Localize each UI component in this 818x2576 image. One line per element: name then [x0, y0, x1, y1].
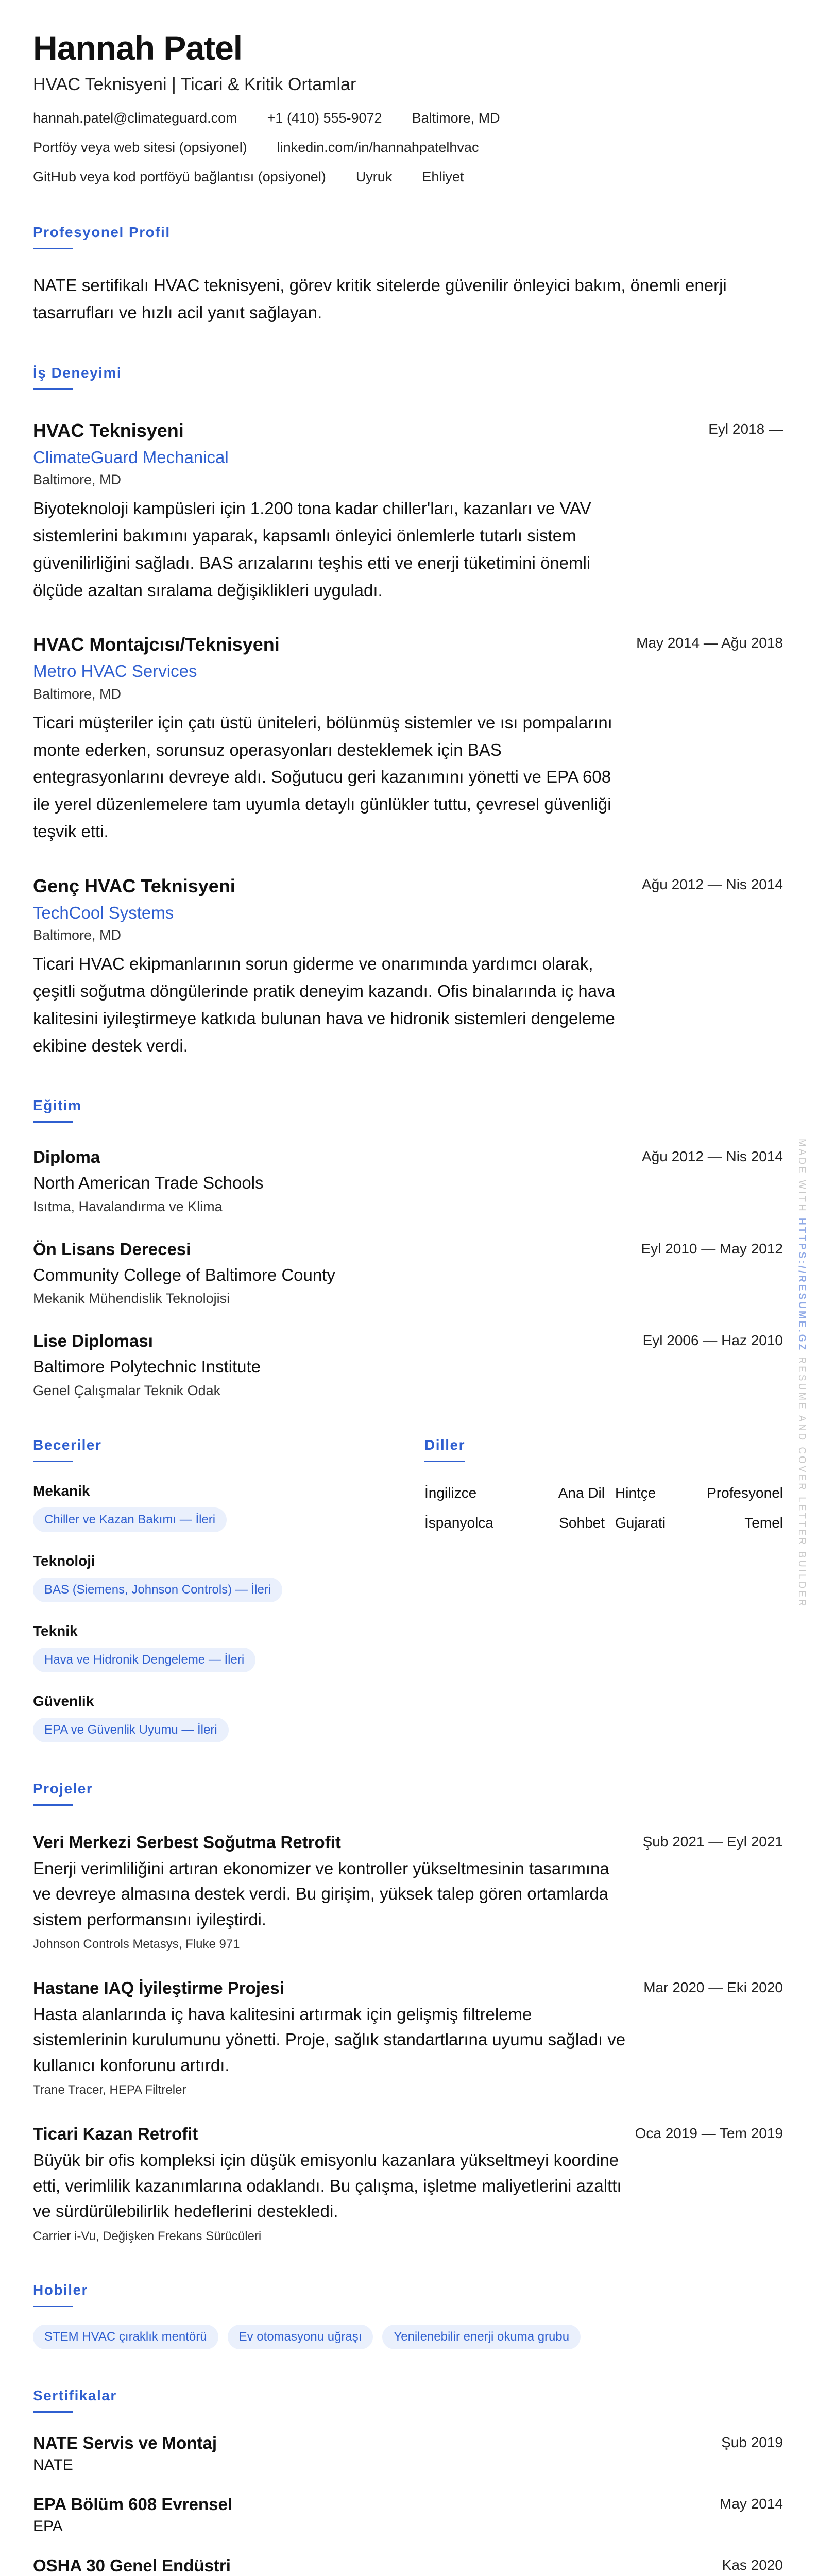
- certification-title: EPA Bölüm 608 Evrensel: [33, 2494, 232, 2514]
- section-divider: [33, 1461, 73, 1462]
- projects-section: [33, 1781, 783, 2244]
- job-title: HVAC Teknisyeni: [33, 419, 184, 441]
- education-entry: [33, 1330, 783, 1398]
- section-title-certifications: Sertifikalar: [33, 2387, 117, 2403]
- nationality-text: Uyruk: [355, 169, 393, 185]
- field-of-study: Genel Çalışmalar Teknik Odak: [33, 1382, 221, 1398]
- experience-section: [33, 365, 783, 1059]
- experience-entry: [33, 419, 783, 604]
- job-description: Ticari müşteriler için çatı üstü üniteleri, bölünmüş sistemler ve ısı pompalarını monte ederken, sorunsuz operasyonları desteklemek için BAS entegrasyonlarını devreye aldı. Soğutucu geri kazanımını yönetti ve EPA 608 ile yerel düzenlemelere tam uyumla detaylı günlükler tuttu, çevresel güvenliği teşvik etti.: [33, 713, 612, 841]
- project-title: Veri Merkezi Serbest Soğutma Retrofit: [33, 1832, 341, 1852]
- school-name: Baltimore Polytechnic Institute: [33, 1357, 261, 1377]
- skill-group: [33, 1693, 424, 1742]
- contact-row-1: [33, 109, 783, 127]
- section-divider: [33, 2306, 73, 2307]
- project-tools: Trane Tracer, HEPA Filtreler: [33, 2083, 186, 2097]
- education-dates: Eyl 2010 — May 2012: [641, 1240, 783, 1257]
- section-title-education: Eğitim: [33, 1097, 82, 1114]
- project-description: Büyük bir ofis kompleksi için düşük emisyonlu kazanlara yükseltmeyi koordine etti, verimlilik kazanımlarına odaklandı. Bu çalışma, işletme maliyetlerini azalttı ve sürdürülebilirlik hedeflerini destekledi.: [33, 2150, 622, 2221]
- project-title: Ticari Kazan Retrofit: [33, 2124, 198, 2144]
- skill-chip: Hava ve Hidronik Dengeleme — İleri: [33, 1648, 255, 1672]
- education-section: [33, 1097, 783, 1398]
- certification-date: Kas 2020: [722, 2556, 783, 2573]
- section-divider: [33, 1121, 73, 1123]
- field-of-study: Isıtma, Havalandırma ve Klima: [33, 1198, 223, 1214]
- skill-category: Mekanik: [33, 1482, 90, 1499]
- company-name: TechCool Systems: [33, 903, 174, 922]
- degree-title: Diploma: [33, 1147, 100, 1167]
- section-title-projects: Projeler: [33, 1780, 93, 1797]
- education-dates: Eyl 2006 — Haz 2010: [642, 1332, 783, 1349]
- skill-chip: Chiller ve Kazan Bakımı — İleri: [33, 1507, 227, 1532]
- skill-group: [33, 1483, 424, 1532]
- watermark-link[interactable]: HTTPS://RESUME.GZ: [796, 1218, 807, 1352]
- skills-languages-row: [33, 1437, 783, 1742]
- watermark-suffix: RESUME AND COVER LETTER BUILDER: [796, 1357, 807, 1608]
- degree-title: Lise Diploması: [33, 1331, 153, 1351]
- job-title: Genç HVAC Teknisyeni: [33, 875, 235, 896]
- profile-summary: NATE sertifikalı HVAC teknisyeni, görev kritik sitelerde güvenilir önleyici bakım, önemli enerji tasarrufları ve hızlı acil yanıt sağlayan.: [33, 276, 727, 323]
- job-location: Baltimore, MD: [33, 927, 122, 943]
- certification-date: May 2014: [720, 2495, 783, 2512]
- certification-date: Şub 2019: [721, 2434, 783, 2450]
- section-divider: [424, 1461, 465, 1462]
- project-tools: Johnson Controls Metasys, Fluke 971: [33, 1937, 240, 1952]
- education-entry: [33, 1146, 783, 1214]
- job-dates: Eyl 2018 —: [708, 420, 783, 437]
- certification-entry: [33, 2432, 783, 2474]
- skill-category: Teknoloji: [33, 1552, 95, 1569]
- hobby-chip: Yenilenebilir enerji okuma grubu: [382, 2325, 581, 2349]
- school-name: Community College of Baltimore County: [33, 1265, 335, 1284]
- skills-section: [33, 1437, 424, 1742]
- certification-entry: [33, 2494, 783, 2535]
- project-entry: [33, 2123, 783, 2243]
- job-dates: Ağu 2012 — Nis 2014: [642, 876, 783, 892]
- experience-entry: [33, 874, 783, 1060]
- skill-group: [33, 1553, 424, 1602]
- language-level: Ana Dil: [558, 1484, 605, 1501]
- project-tools: Carrier i-Vu, Değişken Frekans Sürücüleri: [33, 2229, 262, 2243]
- contact-row-2: [33, 139, 783, 157]
- job-title: HVAC Montajcısı/Teknisyeni: [33, 634, 280, 655]
- license-text: Ehliyet: [422, 169, 464, 185]
- project-dates: Şub 2021 — Eyl 2021: [642, 1833, 783, 1850]
- project-dates: Oca 2019 — Tem 2019: [635, 2125, 783, 2142]
- section-title-hobbies: Hobiler: [33, 2281, 88, 2298]
- section-title-profile: Profesyonel Profil: [33, 224, 171, 241]
- school-name: North American Trade Schools: [33, 1173, 264, 1193]
- section-divider: [33, 248, 73, 249]
- location-text: Baltimore, MD: [412, 110, 500, 126]
- github-link[interactable]: GitHub veya kod portföyü bağlantısı (opsiyonel): [33, 169, 326, 185]
- section-divider: [33, 2411, 73, 2413]
- headline: HVAC Teknisyeni | Ticari & Kritik Ortamlar: [33, 74, 356, 94]
- languages-table: [424, 1485, 783, 1531]
- language-level: Temel: [744, 1514, 783, 1531]
- job-location: Baltimore, MD: [33, 472, 122, 488]
- skill-chip: EPA ve Güvenlik Uyumu — İleri: [33, 1718, 229, 1742]
- job-description: Ticari HVAC ekipmanlarının sorun giderme ve onarımında yardımcı olarak, çeşitli soğutma döngülerinde pratik deneyim kazandı. Ofis binalarında iç hava kalitesini iyileştirmeye katkıda bulunan hava ve hidronik sistemleri dengeleme ekibine destek verdi.: [33, 954, 615, 1055]
- certification-title: NATE Servis ve Montaj: [33, 2433, 217, 2452]
- certification-issuer: EPA: [33, 2517, 63, 2535]
- language-level: Profesyonel: [707, 1484, 783, 1501]
- project-description: Hasta alanlarında iç hava kalitesini artırmak için gelişmiş filtreleme sistemlerinin kurulumunu yönetti. Proje, sağlık standartlarına uyumu sağladı ve kullanıcı konforunu artırdı.: [33, 2004, 626, 2075]
- hobby-list: [33, 2325, 783, 2349]
- language-name: İngilizce: [424, 1484, 477, 1501]
- section-title-experience: İş Deneyimi: [33, 364, 122, 381]
- portfolio-link[interactable]: Portföy veya web sitesi (opsiyonel): [33, 140, 247, 156]
- hobbies-section: [33, 2282, 783, 2349]
- language-name: Hintçe: [615, 1484, 656, 1501]
- languages-section: [424, 1437, 783, 1742]
- hobby-chip: Ev otomasyonu uğraşı: [228, 2325, 373, 2349]
- watermark-prefix: MADE WITH: [796, 1139, 807, 1213]
- project-description: Enerji verimliliğini artıran ekonomizer ve kontroller yükseltmesinin tasarımına ve devreye almasına destek verdi. Bu girişim, yüksek talep gören ortamlarda sistem performansını iyileştirdi.: [33, 1858, 609, 1929]
- phone-number[interactable]: +1 (410) 555-9072: [267, 110, 382, 126]
- education-dates: Ağu 2012 — Nis 2014: [642, 1148, 783, 1165]
- project-title: Hastane IAQ İyileştirme Projesi: [33, 1978, 284, 1998]
- language-name: Gujarati: [615, 1514, 666, 1531]
- builder-watermark: [796, 1139, 807, 1608]
- skill-category: Güvenlik: [33, 1692, 94, 1709]
- section-title-languages: Diller: [424, 1436, 466, 1453]
- skill-chip: BAS (Siemens, Johnson Controls) — İleri: [33, 1578, 282, 1602]
- project-entry: [33, 1977, 783, 2097]
- hobby-chip: STEM HVAC çıraklık mentörü: [33, 2325, 218, 2349]
- resume-page: [33, 29, 783, 2576]
- project-entry: [33, 1832, 783, 1952]
- job-description: Biyoteknoloji kampüsleri için 1.200 tona kadar chiller'ları, kazanları ve VAV sistemlerini bakımını yaparak, kapsamlı önleyici önlemlerle tutarlı sistem güvenilirliğini sağladı. BAS arızalarını teşhis etti ve enerji tüketimini önemli ölçüde azaltan sıralama değişiklikleri uyguladı.: [33, 499, 591, 600]
- job-dates: May 2014 — Ağu 2018: [636, 635, 783, 651]
- certification-issuer: NATE: [33, 2456, 73, 2473]
- skill-category: Teknik: [33, 1622, 78, 1639]
- experience-entry: [33, 633, 783, 845]
- language-name: İspanyolca: [424, 1514, 493, 1531]
- profile-section: [33, 224, 783, 327]
- email-link[interactable]: hannah.patel@climateguard.com: [33, 110, 237, 126]
- certification-entry: [33, 2555, 783, 2576]
- certification-title: OSHA 30 Genel Endüstri: [33, 2555, 231, 2575]
- linkedin-link[interactable]: linkedin.com/in/hannahpatelhvac: [277, 140, 479, 156]
- project-dates: Mar 2020 — Eki 2020: [643, 1979, 783, 1996]
- field-of-study: Mekanik Mühendislik Teknolojisi: [33, 1291, 230, 1307]
- job-location: Baltimore, MD: [33, 686, 122, 702]
- company-name: ClimateGuard Mechanical: [33, 447, 229, 467]
- section-divider: [33, 388, 73, 390]
- person-name: Hannah Patel: [33, 29, 243, 67]
- language-level: Sohbet: [559, 1514, 605, 1531]
- degree-title: Ön Lisans Derecesi: [33, 1239, 191, 1259]
- education-entry: [33, 1239, 783, 1307]
- section-divider: [33, 1804, 73, 1806]
- section-title-skills: Beceriler: [33, 1436, 102, 1453]
- company-name: Metro HVAC Services: [33, 662, 197, 681]
- skill-group: [33, 1623, 424, 1672]
- contact-row-3: [33, 168, 783, 186]
- certifications-section: [33, 2387, 783, 2576]
